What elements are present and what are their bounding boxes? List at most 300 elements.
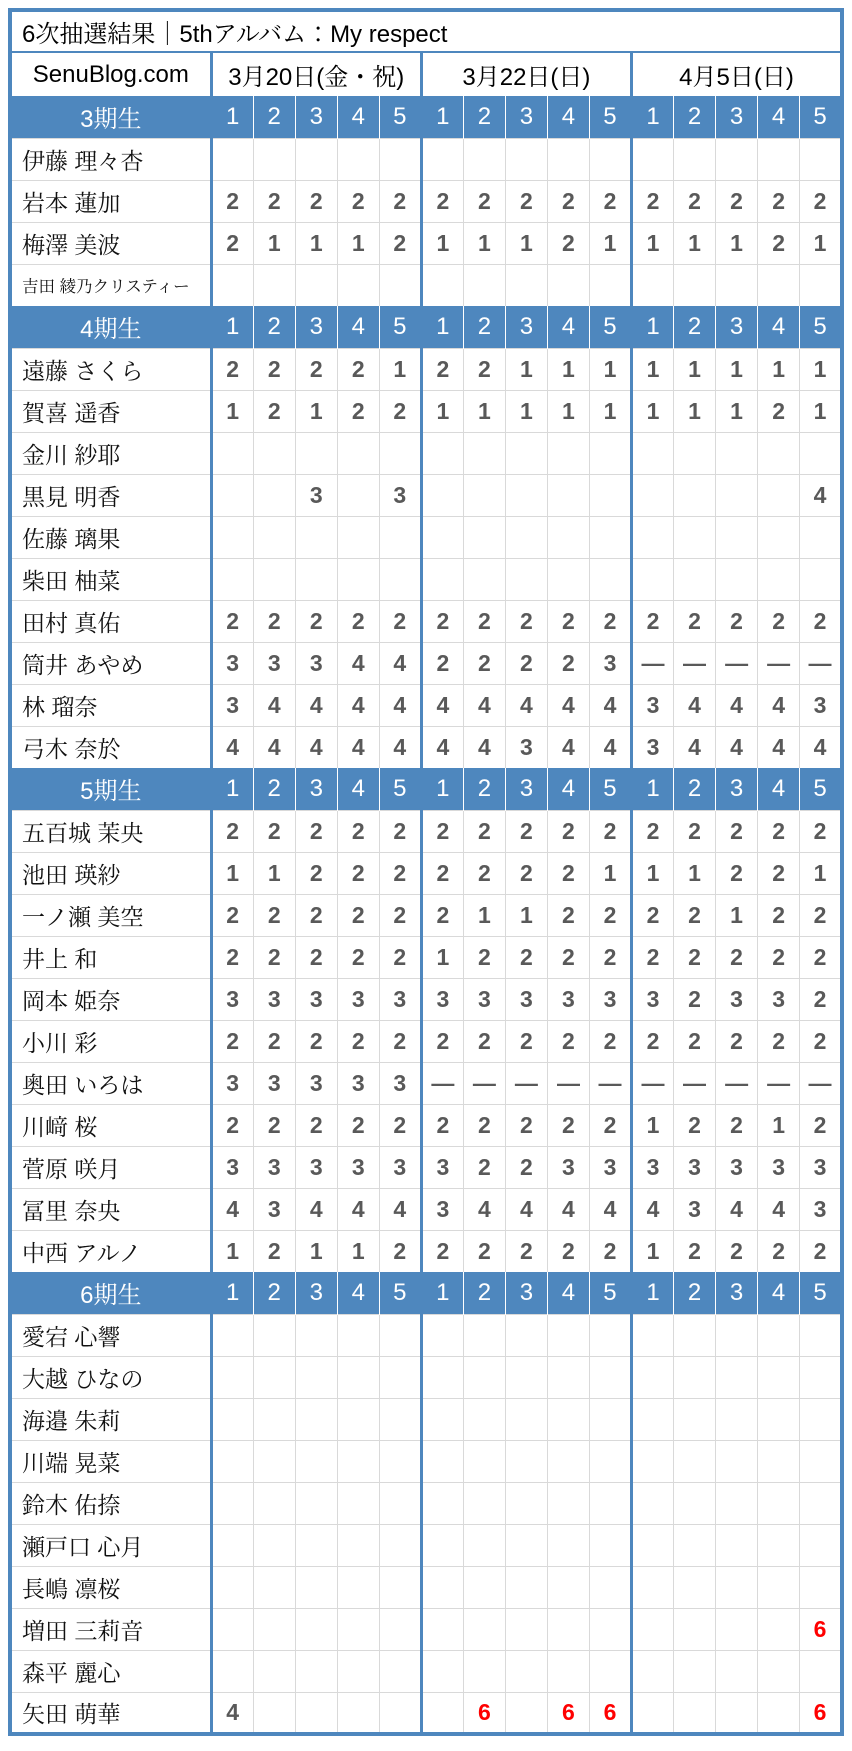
slot-value-cell — [379, 558, 421, 600]
slot-value-cell — [463, 264, 505, 306]
slot-value-cell — [421, 1314, 463, 1356]
lottery-results-table — [8, 8, 844, 1736]
slot-value-cell — [800, 1566, 842, 1608]
slot-value-cell — [674, 1398, 716, 1440]
slot-value-cell: 4 — [758, 726, 800, 768]
slot-value-cell — [337, 432, 379, 474]
member-name-cell: 岩本 蓮加 — [10, 180, 211, 222]
slot-value-cell — [505, 558, 547, 600]
slot-value-cell: 1 — [211, 852, 253, 894]
slot-value-cell: 3 — [211, 642, 253, 684]
slot-value-cell — [463, 474, 505, 516]
slot-value-cell: 2 — [295, 852, 337, 894]
slot-value-cell — [589, 1650, 631, 1692]
slot-value-cell — [421, 1650, 463, 1692]
slot-value-cell: 4 — [253, 726, 295, 768]
slot-value-cell: 4 — [337, 684, 379, 726]
slot-value-cell: 2 — [253, 936, 295, 978]
slot-value-cell: 3 — [758, 1146, 800, 1188]
slot-value-cell: 3 — [547, 1146, 589, 1188]
member-name-cell: 愛宕 心響 — [10, 1314, 211, 1356]
slot-value-cell: 2 — [631, 810, 673, 852]
slot-value-cell: 2 — [253, 894, 295, 936]
slot-value-cell — [505, 1356, 547, 1398]
slot-value-cell: — — [674, 1062, 716, 1104]
slot-value-cell: — — [674, 642, 716, 684]
slot-value-cell — [211, 1314, 253, 1356]
slot-value-cell: 2 — [253, 390, 295, 432]
slot-value-cell: 1 — [674, 390, 716, 432]
slot-value-cell — [337, 1482, 379, 1524]
slot-value-cell: 2 — [758, 1230, 800, 1272]
slot-value-cell: 2 — [800, 180, 842, 222]
slot-value-cell — [716, 1566, 758, 1608]
slot-value-cell: 2 — [421, 180, 463, 222]
member-row — [10, 1566, 842, 1608]
slot-value-cell — [295, 264, 337, 306]
slot-value-cell: 4 — [379, 642, 421, 684]
slot-value-cell: 2 — [253, 810, 295, 852]
slot-value-cell — [253, 138, 295, 180]
slot-value-cell: 2 — [295, 180, 337, 222]
slot-value-cell: 4 — [421, 684, 463, 726]
slot-value-cell: 1 — [463, 390, 505, 432]
member-name-cell: 柴田 柚菜 — [10, 558, 211, 600]
slot-value-cell: 2 — [589, 1020, 631, 1062]
slot-value-cell: 3 — [421, 1146, 463, 1188]
slot-value-cell — [379, 1692, 421, 1734]
slot-value-cell: 1 — [716, 894, 758, 936]
slot-value-cell — [547, 1524, 589, 1566]
slot-value-cell: 3 — [253, 1062, 295, 1104]
slot-value-cell: 3 — [295, 978, 337, 1020]
slot-value-cell: 2 — [547, 936, 589, 978]
slot-value-cell: 3 — [800, 684, 842, 726]
slot-value-cell — [758, 1482, 800, 1524]
slot-number-header: 1 — [631, 768, 673, 810]
slot-value-cell — [716, 1440, 758, 1482]
generation-band-row — [10, 1272, 842, 1314]
slot-value-cell — [589, 1608, 631, 1650]
slot-number-header: 1 — [421, 1272, 463, 1314]
member-row — [10, 894, 842, 936]
slot-value-cell: 6 — [800, 1608, 842, 1650]
slot-value-cell — [716, 1692, 758, 1734]
slot-value-cell — [716, 516, 758, 558]
member-name-cell: 冨里 奈央 — [10, 1188, 211, 1230]
slot-number-header: 3 — [295, 768, 337, 810]
slot-value-cell: 2 — [337, 1020, 379, 1062]
slot-value-cell — [800, 1314, 842, 1356]
slot-number-header: 1 — [421, 306, 463, 348]
member-name-cell: 梅澤 美波 — [10, 222, 211, 264]
slot-value-cell — [716, 1608, 758, 1650]
slot-value-cell: 4 — [379, 1188, 421, 1230]
slot-value-cell: 2 — [505, 1020, 547, 1062]
slot-number-header: 4 — [758, 96, 800, 138]
member-name-cell: 増田 三莉音 — [10, 1608, 211, 1650]
slot-value-cell — [716, 1314, 758, 1356]
slot-value-cell: — — [631, 642, 673, 684]
slot-number-header: 3 — [716, 96, 758, 138]
slot-value-cell: 1 — [631, 390, 673, 432]
slot-value-cell — [589, 1356, 631, 1398]
slot-value-cell: 4 — [421, 726, 463, 768]
member-row — [10, 432, 842, 474]
slot-value-cell — [547, 1482, 589, 1524]
slot-value-cell — [463, 1314, 505, 1356]
slot-value-cell: 2 — [337, 810, 379, 852]
slot-value-cell — [421, 264, 463, 306]
slot-value-cell: 1 — [505, 222, 547, 264]
slot-value-cell: 1 — [631, 222, 673, 264]
slot-value-cell: 4 — [295, 1188, 337, 1230]
slot-number-header: 1 — [211, 96, 253, 138]
slot-value-cell: 3 — [674, 1146, 716, 1188]
generation-band-row — [10, 306, 842, 348]
slot-value-cell — [463, 1356, 505, 1398]
slot-value-cell: 2 — [463, 1104, 505, 1146]
slot-number-header: 1 — [211, 1272, 253, 1314]
slot-value-cell: 1 — [674, 222, 716, 264]
slot-value-cell: — — [463, 1062, 505, 1104]
slot-value-cell: 3 — [800, 1188, 842, 1230]
slot-number-header: 2 — [253, 768, 295, 810]
slot-value-cell: 2 — [674, 1230, 716, 1272]
slot-number-header: 3 — [505, 1272, 547, 1314]
member-name-cell: 岡本 姫奈 — [10, 978, 211, 1020]
member-name-cell: 菅原 咲月 — [10, 1146, 211, 1188]
slot-value-cell: 3 — [631, 726, 673, 768]
generation-band-row — [10, 768, 842, 810]
slot-value-cell — [716, 558, 758, 600]
slot-value-cell: 3 — [211, 978, 253, 1020]
slot-value-cell: 2 — [295, 1020, 337, 1062]
member-row — [10, 474, 842, 516]
slot-value-cell — [800, 558, 842, 600]
slot-value-cell: 2 — [463, 852, 505, 894]
slot-value-cell — [674, 516, 716, 558]
slot-value-cell — [547, 1398, 589, 1440]
slot-value-cell: 3 — [463, 978, 505, 1020]
slot-value-cell: 2 — [674, 978, 716, 1020]
slot-value-cell: 4 — [547, 726, 589, 768]
slot-value-cell — [589, 138, 631, 180]
slot-value-cell: 2 — [505, 642, 547, 684]
slot-number-header: 3 — [716, 768, 758, 810]
generation-label: 4期生 — [10, 306, 211, 348]
slot-value-cell — [674, 1314, 716, 1356]
slot-value-cell: 2 — [589, 1104, 631, 1146]
slot-value-cell: 4 — [800, 726, 842, 768]
slot-value-cell: 4 — [716, 726, 758, 768]
date-header-cell: 4月5日(日) — [631, 52, 842, 96]
member-row — [10, 1650, 842, 1692]
slot-value-cell: 2 — [463, 936, 505, 978]
slot-value-cell — [505, 1650, 547, 1692]
slot-value-cell — [547, 264, 589, 306]
slot-value-cell: 4 — [800, 474, 842, 516]
slot-value-cell: 2 — [589, 180, 631, 222]
slot-value-cell — [211, 1566, 253, 1608]
slot-value-cell — [631, 1650, 673, 1692]
slot-value-cell — [253, 264, 295, 306]
slot-value-cell — [631, 138, 673, 180]
slot-value-cell: 2 — [295, 810, 337, 852]
slot-value-cell: 2 — [631, 600, 673, 642]
slot-number-header: 4 — [547, 96, 589, 138]
slot-value-cell — [547, 1356, 589, 1398]
slot-value-cell: 3 — [253, 1146, 295, 1188]
slot-value-cell: 1 — [800, 390, 842, 432]
member-name-cell: 中西 アルノ — [10, 1230, 211, 1272]
slot-value-cell — [211, 1650, 253, 1692]
slot-value-cell: 4 — [758, 1188, 800, 1230]
slot-value-cell — [505, 264, 547, 306]
slot-value-cell — [295, 1650, 337, 1692]
slot-value-cell — [211, 432, 253, 474]
slot-value-cell — [253, 1566, 295, 1608]
slot-value-cell — [758, 138, 800, 180]
generation-band-row — [10, 96, 842, 138]
slot-value-cell: 2 — [589, 810, 631, 852]
slot-number-header: 3 — [295, 96, 337, 138]
slot-value-cell: 3 — [337, 978, 379, 1020]
slot-number-header: 3 — [505, 306, 547, 348]
slot-value-cell: 4 — [337, 642, 379, 684]
slot-value-cell: 2 — [800, 1020, 842, 1062]
slot-value-cell — [295, 1524, 337, 1566]
slot-value-cell: 2 — [547, 600, 589, 642]
slot-value-cell: 2 — [547, 180, 589, 222]
slot-value-cell: 1 — [800, 222, 842, 264]
slot-value-cell — [674, 1524, 716, 1566]
slot-value-cell — [379, 264, 421, 306]
slot-value-cell — [589, 264, 631, 306]
slot-value-cell: 3 — [295, 1146, 337, 1188]
member-row — [10, 810, 842, 852]
slot-value-cell: 2 — [800, 894, 842, 936]
slot-value-cell — [800, 432, 842, 474]
slot-value-cell — [337, 1608, 379, 1650]
slot-value-cell: 2 — [547, 222, 589, 264]
slot-value-cell: 2 — [421, 642, 463, 684]
slot-value-cell — [463, 138, 505, 180]
slot-number-header: 4 — [337, 1272, 379, 1314]
slot-value-cell: 2 — [463, 1230, 505, 1272]
slot-value-cell: 2 — [421, 1020, 463, 1062]
slot-value-cell: 3 — [547, 978, 589, 1020]
slot-value-cell — [547, 474, 589, 516]
slot-value-cell: 3 — [631, 684, 673, 726]
slot-value-cell — [253, 558, 295, 600]
slot-value-cell: 2 — [421, 852, 463, 894]
slot-value-cell: 2 — [337, 1104, 379, 1146]
slot-value-cell — [758, 558, 800, 600]
slot-value-cell: 1 — [800, 852, 842, 894]
slot-value-cell — [337, 264, 379, 306]
slot-value-cell — [758, 1440, 800, 1482]
slot-value-cell — [211, 1608, 253, 1650]
slot-value-cell — [379, 1608, 421, 1650]
slot-value-cell — [589, 1440, 631, 1482]
slot-number-header: 1 — [211, 768, 253, 810]
slot-number-header: 1 — [421, 96, 463, 138]
slot-value-cell — [716, 264, 758, 306]
slot-value-cell: 2 — [547, 642, 589, 684]
slot-value-cell — [758, 1692, 800, 1734]
slot-value-cell: 2 — [674, 1104, 716, 1146]
slot-value-cell: 2 — [379, 936, 421, 978]
slot-value-cell: 3 — [674, 1188, 716, 1230]
slot-value-cell — [211, 516, 253, 558]
slot-value-cell — [211, 1356, 253, 1398]
slot-number-header: 4 — [547, 768, 589, 810]
member-row — [10, 1314, 842, 1356]
member-name-cell: 伊藤 理々杏 — [10, 138, 211, 180]
slot-value-cell — [631, 1566, 673, 1608]
slot-value-cell: 2 — [421, 600, 463, 642]
slot-value-cell — [211, 1524, 253, 1566]
slot-value-cell: 4 — [295, 684, 337, 726]
slot-value-cell: 6 — [800, 1692, 842, 1734]
slot-value-cell — [505, 1608, 547, 1650]
member-name-cell: 川﨑 桜 — [10, 1104, 211, 1146]
member-name-cell: 海邉 朱莉 — [10, 1398, 211, 1440]
slot-value-cell: 2 — [589, 936, 631, 978]
slot-value-cell — [716, 138, 758, 180]
slot-value-cell: 2 — [758, 222, 800, 264]
slot-value-cell: 2 — [547, 1020, 589, 1062]
slot-number-header: 2 — [674, 96, 716, 138]
member-row — [10, 1062, 842, 1104]
member-row — [10, 852, 842, 894]
slot-value-cell: 3 — [295, 474, 337, 516]
slot-value-cell: 3 — [211, 1062, 253, 1104]
slot-value-cell: 2 — [631, 894, 673, 936]
member-name-cell: 矢田 萌華 — [10, 1692, 211, 1734]
slot-value-cell: 1 — [631, 1104, 673, 1146]
slot-value-cell — [295, 1314, 337, 1356]
slot-value-cell: 4 — [589, 684, 631, 726]
slot-value-cell — [800, 1482, 842, 1524]
slot-value-cell: 4 — [337, 726, 379, 768]
slot-value-cell: 2 — [337, 348, 379, 390]
slot-value-cell — [505, 1692, 547, 1734]
slot-value-cell: 2 — [505, 180, 547, 222]
slot-value-cell: 3 — [631, 1146, 673, 1188]
slot-value-cell — [463, 1608, 505, 1650]
slot-value-cell: 2 — [800, 600, 842, 642]
slot-value-cell — [421, 432, 463, 474]
slot-value-cell: 2 — [547, 1104, 589, 1146]
slot-value-cell — [337, 1692, 379, 1734]
slot-value-cell — [800, 1524, 842, 1566]
slot-value-cell: 1 — [505, 894, 547, 936]
slot-value-cell: — — [589, 1062, 631, 1104]
slot-value-cell — [463, 1566, 505, 1608]
slot-value-cell — [758, 1398, 800, 1440]
member-name-cell: 五百城 茉央 — [10, 810, 211, 852]
slot-value-cell — [211, 138, 253, 180]
slot-value-cell — [463, 1482, 505, 1524]
slot-value-cell: 2 — [758, 936, 800, 978]
brand-cell: SenuBlog.com — [10, 52, 211, 96]
member-name-cell: 森平 麗心 — [10, 1650, 211, 1692]
slot-value-cell: 2 — [463, 600, 505, 642]
member-name-cell: 筒井 あやめ — [10, 642, 211, 684]
slot-value-cell — [505, 474, 547, 516]
slot-value-cell — [631, 264, 673, 306]
slot-value-cell: 2 — [379, 180, 421, 222]
slot-value-cell: 3 — [421, 978, 463, 1020]
slot-value-cell: 2 — [295, 600, 337, 642]
slot-value-cell: 1 — [253, 852, 295, 894]
slot-value-cell — [379, 1482, 421, 1524]
slot-value-cell — [505, 1398, 547, 1440]
generation-label: 6期生 — [10, 1272, 211, 1314]
slot-value-cell — [421, 1566, 463, 1608]
slot-value-cell: 2 — [589, 600, 631, 642]
slot-value-cell — [421, 1692, 463, 1734]
slot-value-cell: 1 — [463, 222, 505, 264]
slot-value-cell: 2 — [211, 222, 253, 264]
slot-value-cell: 2 — [716, 600, 758, 642]
slot-value-cell: 4 — [379, 684, 421, 726]
slot-number-header: 4 — [758, 1272, 800, 1314]
slot-number-header: 3 — [295, 1272, 337, 1314]
slot-value-cell: 2 — [379, 1230, 421, 1272]
slot-value-cell — [421, 1398, 463, 1440]
slot-value-cell — [253, 1524, 295, 1566]
member-row — [10, 726, 842, 768]
member-name-cell: 黒見 明香 — [10, 474, 211, 516]
slot-value-cell: 2 — [295, 348, 337, 390]
slot-value-cell — [337, 1314, 379, 1356]
slot-value-cell — [547, 432, 589, 474]
member-row — [10, 1398, 842, 1440]
slot-value-cell: 1 — [800, 348, 842, 390]
slot-value-cell — [421, 516, 463, 558]
slot-value-cell — [253, 1608, 295, 1650]
slot-value-cell — [589, 1566, 631, 1608]
slot-value-cell: 1 — [421, 936, 463, 978]
slot-value-cell: — — [758, 642, 800, 684]
slot-value-cell — [337, 1524, 379, 1566]
slot-number-header: 1 — [211, 306, 253, 348]
member-row — [10, 1104, 842, 1146]
slot-value-cell: — — [800, 1062, 842, 1104]
slot-value-cell: 2 — [716, 1230, 758, 1272]
slot-value-cell — [211, 1398, 253, 1440]
slot-value-cell: 1 — [589, 348, 631, 390]
slot-value-cell — [589, 474, 631, 516]
slot-value-cell — [758, 264, 800, 306]
slot-value-cell — [253, 432, 295, 474]
slot-value-cell — [505, 1482, 547, 1524]
slot-value-cell: 4 — [211, 1692, 253, 1734]
member-name-cell: 田村 真佑 — [10, 600, 211, 642]
slot-value-cell — [631, 1482, 673, 1524]
slot-value-cell: 4 — [589, 726, 631, 768]
slot-value-cell — [505, 1440, 547, 1482]
slot-number-header: 2 — [463, 768, 505, 810]
slot-value-cell — [631, 1440, 673, 1482]
generation-label: 5期生 — [10, 768, 211, 810]
slot-value-cell: 2 — [547, 1230, 589, 1272]
slot-value-cell: 1 — [463, 894, 505, 936]
slot-value-cell — [674, 558, 716, 600]
